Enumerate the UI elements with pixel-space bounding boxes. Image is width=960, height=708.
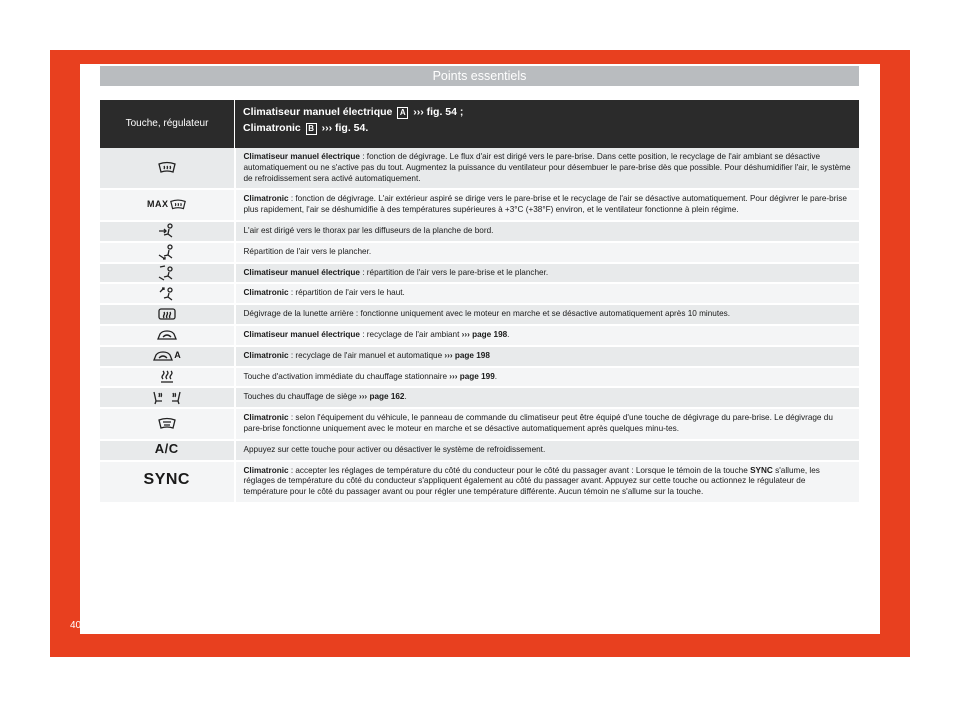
- sync-inline-icon: SYNC: [750, 465, 773, 475]
- windshield-defrost-icon: [157, 163, 177, 172]
- system-label: Climatiseur manuel électrique: [243, 329, 360, 339]
- description-cell: [235, 148, 860, 189]
- table-row: [100, 367, 859, 388]
- control-icon-cell: [100, 304, 235, 325]
- table-row: [100, 263, 859, 284]
- description-text: : accepter les réglages de température du côté du conducteur pour le côté du passager avant : Lorsque le témoin de la touche: [288, 465, 751, 475]
- section-title: Points essentiels: [100, 66, 859, 86]
- description-text: : selon l'équipement du véhicule, le panneau de commande du climatiseur peut être équipé d'une touche de dégivrage du pare-brise. Le dégivrage du pare-brise fonctionne uniquement avec le moteur en marche et se désactive automatiquement après quelques minu-tes.: [243, 413, 833, 433]
- control-icon-cell: [100, 148, 235, 189]
- description-text: Appuyez sur cette touche pour activer ou désactiver le système de refroidissement.: [243, 444, 546, 454]
- column-header-control: Touche, régulateur: [100, 100, 235, 148]
- description-text: : répartition de l'air vers le haut.: [288, 288, 405, 298]
- air-to-floor-icon: [158, 247, 176, 256]
- description-cell: [235, 221, 860, 242]
- table-row: [100, 408, 859, 440]
- description-cell: [235, 387, 860, 408]
- system-label: Climatronic: [243, 350, 289, 360]
- max-defrost-icon: MAX: [147, 200, 187, 209]
- table-row: [100, 221, 859, 242]
- description-cell: [235, 325, 860, 346]
- table-row: [100, 440, 859, 461]
- page-reference-link[interactable]: ››› page 198: [461, 329, 508, 339]
- table-row: [100, 189, 859, 221]
- control-icon-cell: [100, 440, 235, 461]
- air-recirculation-icon: [156, 331, 178, 340]
- system-label: Climatronic: [243, 288, 289, 298]
- sync-button-icon: SYNC: [143, 471, 190, 489]
- control-icon-cell: [100, 263, 235, 284]
- controls-table: [100, 100, 859, 504]
- control-icon-cell: [100, 221, 235, 242]
- table-row: [100, 148, 859, 189]
- control-icon-cell: [100, 346, 235, 367]
- control-icon-cell: [100, 387, 235, 408]
- control-icon-cell: [100, 461, 235, 503]
- description-cell: [235, 408, 860, 440]
- description-text: Touche d'activation immédiate du chauffage stationnaire: [243, 371, 450, 381]
- control-icon-cell: [100, 189, 235, 221]
- description-text: Répartition de l'air vers le plancher.: [243, 246, 372, 256]
- description-cell: [235, 461, 860, 503]
- table-row: [100, 242, 859, 263]
- ac-button-icon: A/C: [154, 440, 179, 456]
- description-cell: [235, 367, 860, 388]
- control-icon-cell: [100, 242, 235, 263]
- description-text: .: [507, 329, 510, 339]
- system-label: Climatronic: [243, 413, 289, 423]
- page-number: 40: [70, 620, 82, 631]
- auto-recirculation-icon: A: [152, 351, 181, 360]
- control-icon-cell: [100, 367, 235, 388]
- description-cell: [235, 189, 860, 221]
- description-cell: [235, 263, 860, 284]
- description-text: L'air est dirigé vers le thorax par les diffuseurs de la planche de bord.: [243, 225, 494, 235]
- seat-heating-icon: [151, 393, 183, 402]
- box-letter-a: A: [397, 107, 408, 119]
- control-icon-cell: [100, 408, 235, 440]
- page-reference-link[interactable]: ››› page 162: [358, 392, 405, 402]
- control-icon-cell: [100, 283, 235, 304]
- box-letter-b: B: [306, 123, 317, 135]
- air-upward-icon: [158, 289, 176, 298]
- description-text: : fonction de dégivrage. L'air extérieur aspiré se dirige vers le pare-brise et le recyclage de l'air se désactive automatiquement. Pour dégivrer le pare-brise plus rapidement, l'air se déshumidifie à des températures supérieures à +3°C (+38°F) environ, et le ventilateur fonctionne à plein régime.: [243, 194, 847, 215]
- air-windshield-floor-icon: [158, 268, 176, 277]
- system-label: Climatronic: [243, 194, 289, 204]
- table-row: [100, 461, 859, 503]
- description-text: s'allume, les réglages de température du côté du conducteur s'appliquent également au côté du passager avant. Appuyez sur cette touche ou actionnez le régulateur de température pour le côté du passager avant ou pour régler une température différente. Aucun témoin ne s'allume sur la touche.: [243, 465, 820, 497]
- description-text: Touches du chauffage de siège: [243, 392, 359, 402]
- description-cell: [235, 304, 860, 325]
- header-line-1: Climatiseur manuel électrique A ››› fig. 54 ;: [243, 106, 464, 118]
- description-text: .: [494, 371, 498, 381]
- description-cell: [235, 283, 860, 304]
- table-row: [100, 304, 859, 325]
- description-text: Dégivrage de la lunette arrière : fonctionne uniquement avec le moteur en marche et se désactive automatiquement après 10 minutes.: [243, 309, 731, 319]
- table-row: [100, 346, 859, 367]
- table-header-row: [100, 100, 859, 148]
- system-label: Climatronic: [243, 465, 289, 475]
- description-cell: [235, 242, 860, 263]
- description-text: : répartition de l'air vers le pare-brise et le plancher.: [359, 267, 549, 277]
- control-icon-cell: [100, 325, 235, 346]
- system-label: Climatiseur manuel électrique: [243, 267, 360, 277]
- table-row: [100, 387, 859, 408]
- page-reference-link[interactable]: ››› page 199: [449, 371, 495, 381]
- table-row: [100, 325, 859, 346]
- windshield-heating-icon: [157, 419, 177, 428]
- description-text: : recyclage de l'air manuel et automatique: [288, 350, 445, 360]
- column-header-description: [235, 100, 860, 148]
- rear-window-defrost-icon: [157, 310, 177, 319]
- table-row: [100, 283, 859, 304]
- parking-heater-icon: [160, 372, 174, 381]
- description-text: : recyclage de l'air ambiant: [359, 329, 462, 339]
- system-label: Climatiseur manuel électrique: [243, 152, 360, 161]
- page-reference-link[interactable]: ››› page 198: [444, 350, 490, 360]
- air-to-chest-icon: [158, 227, 176, 236]
- description-text: .: [404, 392, 407, 402]
- description-text: : fonction de dégivrage. Le flux d'air est dirigé vers le pare-brise. Dans cette position, le recyclage de l'air ambiant se désactive automatiquement ou ne s'active pas du tout. Augmentez la puissance du ventilateur pour désembuer le pare-brise dès que possible. Pour déshumidifier l'air, le système de refroidissement sera activé automatiquement.: [243, 152, 851, 183]
- description-cell: [235, 440, 860, 461]
- header-line-2: Climatronic B ››› fig. 54.: [243, 122, 369, 134]
- description-cell: [235, 346, 860, 367]
